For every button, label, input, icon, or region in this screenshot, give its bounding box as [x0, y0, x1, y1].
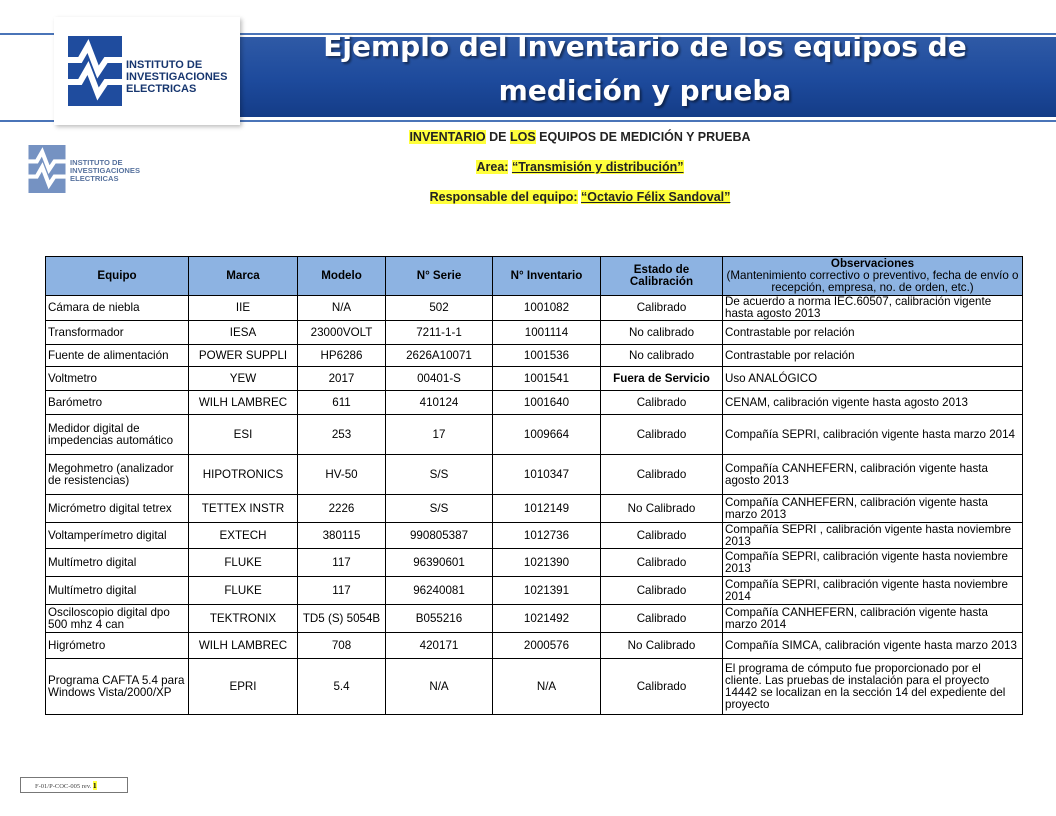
doc-heading-word2: DE	[489, 130, 507, 144]
form-code: F-01/P-COC-005 rev.	[35, 783, 92, 790]
table-row	[46, 367, 1023, 391]
cell-modelo: 611	[298, 391, 386, 415]
col-header-equipo: Equipo	[46, 257, 189, 296]
cell-inventario: 1021390	[493, 549, 601, 577]
col-header-observaciones	[723, 257, 1023, 296]
doc-heading-word1: INVENTARIO	[409, 130, 486, 144]
cell-modelo: 380115	[298, 523, 386, 549]
cell-equipo: Programa CAFTA 5.4 para Windows Vista/2000/XP	[46, 659, 189, 715]
cell-estado: Calibrado	[601, 605, 723, 633]
cell-serie: 00401-S	[386, 367, 493, 391]
table-row	[46, 296, 1023, 321]
table-row	[46, 577, 1023, 605]
cell-serie: 502	[386, 296, 493, 321]
table-row	[46, 659, 1023, 715]
cell-marca: HIPOTRONICS	[189, 455, 298, 495]
cell-modelo: 2017	[298, 367, 386, 391]
table-body	[46, 296, 1023, 715]
cell-marca: IIE	[189, 296, 298, 321]
doc-area-label: Area:	[476, 160, 509, 174]
logo-line1: INSTITUTO DE	[126, 59, 203, 71]
cell-estado: Calibrado	[601, 391, 723, 415]
cell-observaciones: El programa de cómputo fue proporcionado por el cliente. Las pruebas de instalación para el proyecto 14442 se localizan en la sección 14 del expediente del proyecto	[723, 659, 1023, 715]
doc-responsable	[0, 190, 1056, 204]
table-row	[46, 549, 1023, 577]
cell-equipo: Megohmetro (analizador de resistencias)	[46, 455, 189, 495]
col-header-inventario: N° Inventario	[493, 257, 601, 296]
table-row	[46, 321, 1023, 345]
cell-observaciones: De acuerdo a norma IEC.60507, calibración vigente hasta agosto 2013	[723, 296, 1023, 321]
col-header-estado: Estado de Calibración	[601, 257, 723, 296]
cell-equipo: Osciloscopio digital dpo 500 mhz 4 can	[46, 605, 189, 633]
cell-estado: No calibrado	[601, 321, 723, 345]
cell-marca: ESI	[189, 415, 298, 455]
col-header-obs-subtitle: (Mantenimiento correctivo o preventivo, fecha de envío o recepción, empresa, no. de orden, etc.)	[726, 269, 1019, 294]
table-row	[46, 523, 1023, 549]
cell-estado: Calibrado	[601, 577, 723, 605]
cell-modelo: 2226	[298, 495, 386, 523]
cell-serie: 420171	[386, 633, 493, 659]
cell-equipo: Transformador	[46, 321, 189, 345]
cell-equipo: Cámara de niebla	[46, 296, 189, 321]
cell-inventario: 1009664	[493, 415, 601, 455]
doc-area-value: “Transmisión y distribución”	[511, 160, 684, 174]
col-header-modelo: Modelo	[298, 257, 386, 296]
col-header-serie: N° Serie	[386, 257, 493, 296]
cell-serie: B055216	[386, 605, 493, 633]
cell-estado: Calibrado	[601, 296, 723, 321]
cell-marca: EPRI	[189, 659, 298, 715]
cell-inventario: 1021492	[493, 605, 601, 633]
logo-small-line2: INVESTIGACIONES	[70, 166, 141, 176]
cell-equipo: Barómetro	[46, 391, 189, 415]
cell-marca: TEKTRONIX	[189, 605, 298, 633]
cell-serie: 96240081	[386, 577, 493, 605]
inventory-table	[45, 256, 1023, 715]
cell-serie: 7211-1-1	[386, 321, 493, 345]
cell-observaciones: Contrastable por relación	[723, 321, 1023, 345]
cell-equipo: Multímetro digital	[46, 577, 189, 605]
cell-serie: 410124	[386, 391, 493, 415]
col-header-marca: Marca	[189, 257, 298, 296]
cell-estado: Fuera de Servicio	[601, 367, 723, 391]
doc-area	[0, 160, 1056, 174]
logo-small-line3: ELECTRICAS	[70, 174, 119, 184]
cell-marca: POWER SUPPLI	[189, 345, 298, 367]
table-row	[46, 391, 1023, 415]
cell-estado: No Calibrado	[601, 495, 723, 523]
table-row	[46, 455, 1023, 495]
cell-modelo: 708	[298, 633, 386, 659]
cell-marca: FLUKE	[189, 549, 298, 577]
cell-observaciones: Compañía SEPRI , calibración vigente hasta noviembre 2013	[723, 523, 1023, 549]
cell-equipo: Voltmetro	[46, 367, 189, 391]
cell-modelo: 117	[298, 549, 386, 577]
cell-equipo: Medidor digital de impedencias automático	[46, 415, 189, 455]
cell-modelo: 117	[298, 577, 386, 605]
cell-modelo: 253	[298, 415, 386, 455]
cell-serie: 96390601	[386, 549, 493, 577]
cell-serie: N/A	[386, 659, 493, 715]
col-header-obs-title: Observaciones	[830, 257, 915, 270]
cell-observaciones: Compañía SIMCA, calibración vigente hasta marzo 2013	[723, 633, 1023, 659]
cell-estado: Calibrado	[601, 415, 723, 455]
cell-equipo: Multímetro digital	[46, 549, 189, 577]
cell-estado: Calibrado	[601, 659, 723, 715]
cell-marca: YEW	[189, 367, 298, 391]
cell-observaciones: CENAM, calibración vigente hasta agosto 2013	[723, 391, 1023, 415]
cell-inventario: 1001536	[493, 345, 601, 367]
doc-heading	[0, 130, 1056, 144]
cell-estado: No Calibrado	[601, 633, 723, 659]
cell-observaciones: Uso ANALÓGICO	[723, 367, 1023, 391]
cell-inventario: 1001640	[493, 391, 601, 415]
form-code-box	[20, 777, 128, 793]
cell-inventario: 1010347	[493, 455, 601, 495]
cell-modelo: 23000VOLT	[298, 321, 386, 345]
doc-heading-word4: EQUIPOS DE MEDICIÓN Y PRUEBA	[539, 130, 751, 144]
cell-inventario: 1001541	[493, 367, 601, 391]
cell-marca: WILH LAMBREC	[189, 391, 298, 415]
cell-observaciones: Compañía SEPRI, calibración vigente hasta noviembre 2013	[723, 549, 1023, 577]
iie-wave-logo-icon	[68, 36, 122, 106]
cell-estado: Calibrado	[601, 549, 723, 577]
cell-marca: EXTECH	[189, 523, 298, 549]
cell-equipo: Micrómetro digital tetrex	[46, 495, 189, 523]
cell-marca: IESA	[189, 321, 298, 345]
cell-estado: No calibrado	[601, 345, 723, 367]
cell-modelo: HV-50	[298, 455, 386, 495]
cell-inventario: 1001082	[493, 296, 601, 321]
cell-serie: 17	[386, 415, 493, 455]
cell-serie: S/S	[386, 495, 493, 523]
table-row	[46, 605, 1023, 633]
slide-title-line1: Ejemplo del Inventario de los equipos de	[323, 30, 967, 63]
cell-serie: 2626A10071	[386, 345, 493, 367]
cell-observaciones: Compañía SEPRI, calibración vigente hasta noviembre 2014	[723, 577, 1023, 605]
cell-modelo: TD5 (S) 5054B	[298, 605, 386, 633]
cell-estado: Calibrado	[601, 523, 723, 549]
cell-observaciones: Contrastable por relación	[723, 345, 1023, 367]
cell-estado: Calibrado	[601, 455, 723, 495]
table-header-row	[46, 257, 1023, 296]
cell-inventario: 1012149	[493, 495, 601, 523]
cell-equipo: Voltamperímetro digital	[46, 523, 189, 549]
cell-inventario: 1001114	[493, 321, 601, 345]
cell-serie: 990805387	[386, 523, 493, 549]
cell-inventario: 1012736	[493, 523, 601, 549]
cell-inventario: 2000576	[493, 633, 601, 659]
slide-title-line2: medición y prueba	[498, 74, 792, 107]
cell-marca: FLUKE	[189, 577, 298, 605]
cell-marca: TETTEX INSTR	[189, 495, 298, 523]
table-row	[46, 415, 1023, 455]
cell-modelo: N/A	[298, 296, 386, 321]
doc-responsable-value: “Octavio Félix Sandoval”	[581, 190, 731, 204]
cell-observaciones: Compañía CANHEFERN, calibración vigente hasta marzo 2013	[723, 495, 1023, 523]
form-revision: 1	[92, 781, 97, 790]
cell-modelo: 5.4	[298, 659, 386, 715]
cell-observaciones: Compañía CANHEFERN, calibración vigente hasta marzo 2014	[723, 605, 1023, 633]
table-row	[46, 633, 1023, 659]
cell-modelo: HP6286	[298, 345, 386, 367]
doc-heading-word3: LOS	[509, 130, 536, 144]
cell-observaciones: Compañía SEPRI, calibración vigente hasta marzo 2014	[723, 415, 1023, 455]
table-row	[46, 495, 1023, 523]
logo-text	[126, 60, 227, 96]
logo-small-line1: INSTITUTO DE	[70, 158, 123, 167]
logo-line3: ELECTRICAS	[126, 82, 197, 95]
logo-line2: INVESTIGACIONES	[126, 70, 228, 83]
doc-responsable-label: Responsable del equipo:	[429, 190, 578, 204]
cell-inventario: N/A	[493, 659, 601, 715]
cell-inventario: 1021391	[493, 577, 601, 605]
cell-observaciones: Compañía CANHEFERN, calibración vigente hasta agosto 2013	[723, 455, 1023, 495]
table-row	[46, 345, 1023, 367]
cell-serie: S/S	[386, 455, 493, 495]
cell-equipo: Fuente de alimentación	[46, 345, 189, 367]
cell-marca: WILH LAMBREC	[189, 633, 298, 659]
slide-title	[250, 25, 1040, 113]
cell-equipo: Higrómetro	[46, 633, 189, 659]
